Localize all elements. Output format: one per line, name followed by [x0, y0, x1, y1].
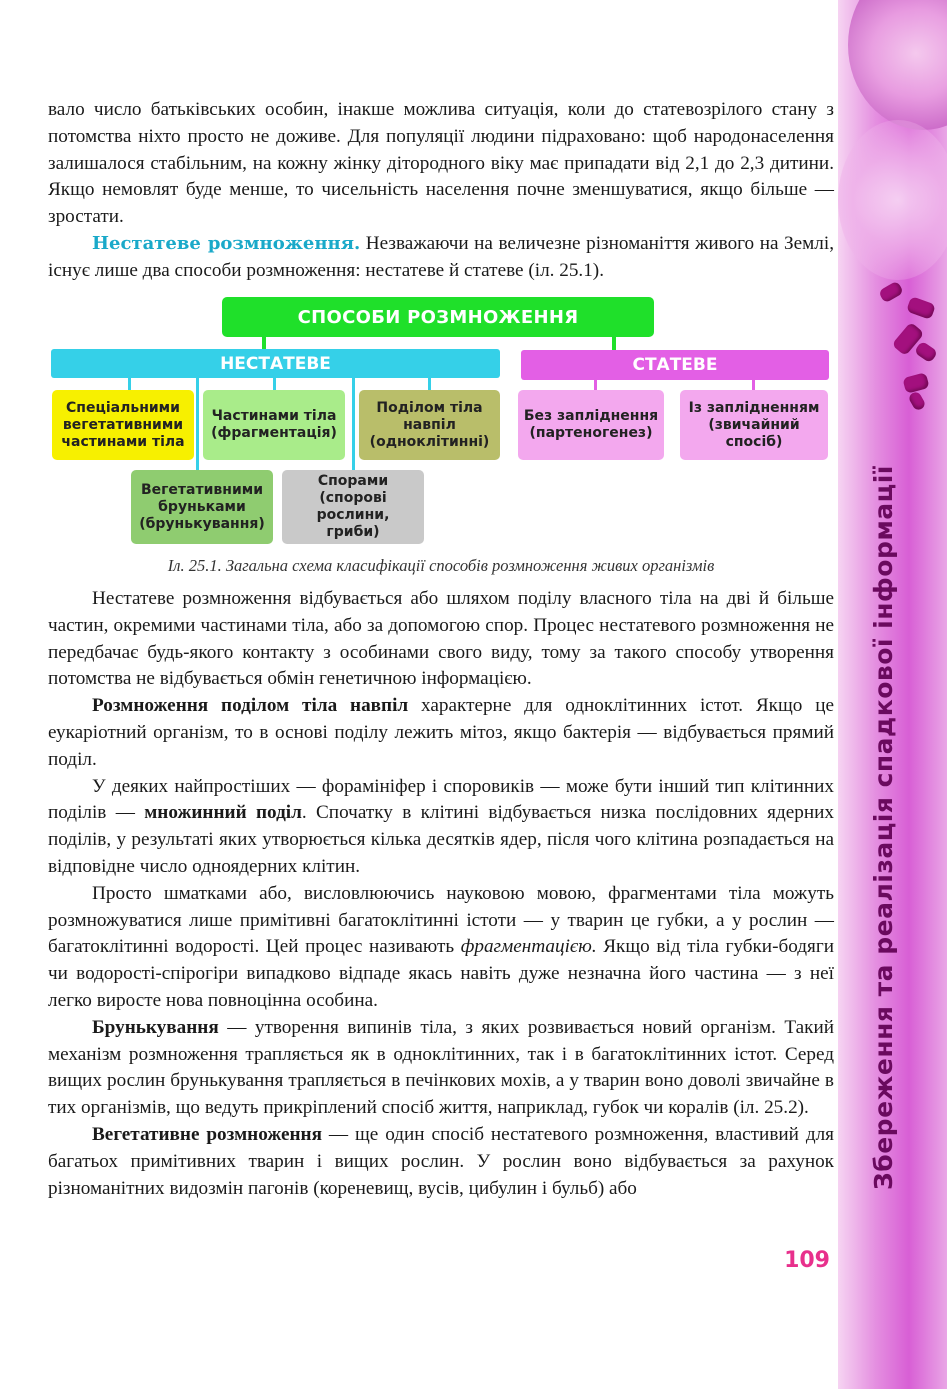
- cell-image-2: [838, 120, 947, 280]
- reproduction-diagram: [0, 0, 838, 560]
- body-text: [48, 586, 834, 1202]
- section-heading: Нестатеве розмноження.: [92, 232, 361, 254]
- leaf-fertilization: Із заплідненням (звичайний спосіб): [680, 390, 828, 460]
- leaf-binary-fission: Поділом тіла навпіл (одноклітинні): [359, 390, 500, 460]
- paragraph: У деяких найпростіших — форамініфер і споровиків — може бути інший тип клітинних поділів — множинний поділ. Спочатку в клітині відбувається низка послідовних ядерних поділів, у результаті яких утворюється кілька десятків ядер, після чого клітина розпадається на відповідне число одноядерних клітин.: [48, 775, 834, 877]
- cell-image: [848, 0, 947, 130]
- paragraph: Брунькування — утворення випинів тіла, з яких розвивається новий організм. Такий механізм розмноження трапляється як в одноклітинних, так і в багатоклітинних істот. Серед вищих рослин брунькування трапляється в печінкових мохів, а у тварин воно доволі звичайне в тих організмів, що ведуть прикріплений спосіб життя, наприклад, губок чи коралів (іл. 25.2).: [48, 1016, 834, 1119]
- chromosome-image: [907, 390, 926, 412]
- paragraph: Розмноження поділом тіла навпіл характерне для одноклітинних істот. Якщо це еукаріотний організм, то в основі поділу лежить мітоз, якщо бактерія — відбувається прямий поділ.: [48, 695, 834, 770]
- chromosome-image: [878, 280, 904, 303]
- sexual-category: СТАТЕВЕ: [521, 350, 829, 380]
- paragraph: вало число батьківських особин, інакше можлива ситуація, коли до статевозрілого стану з потомства ніхто просто не доживе. Для популяції людини підраховано: щоб народонаселення залишалося стабільним, на кожну жінку дітородного віку має припадати від 2,1 до 2,3 дитини. Якщо немовлят буде менше, то чисельність населення почне зменшуватися, якщо більше — зростати.: [48, 99, 834, 228]
- connector-line: [196, 376, 199, 472]
- chromosome-image: [914, 341, 938, 364]
- connector-line: [612, 336, 616, 350]
- sidebar-title: Збереження та реалізація спадкової інформації: [869, 465, 898, 1190]
- diagram-title: СПОСОБИ РОЗМНОЖЕННЯ: [222, 297, 654, 337]
- chromosome-image: [902, 372, 929, 394]
- connector-line: [262, 336, 266, 350]
- chromosome-image: [906, 296, 936, 320]
- connector-line: [352, 376, 355, 472]
- section-text: Незважаючи на величезне різноманіття живого на Землі, існує лише два способи розмноження: нестатеве й статеве (іл. 25.1).: [48, 232, 835, 281]
- leaf-parthenogenesis: Без запліднення (партеногенез): [518, 390, 664, 460]
- leaf-fragmentation: Частинами тіла (фрагментація): [203, 390, 345, 460]
- leaf-special-vegetative: Спеціальними вегетативними частинами тіла: [52, 390, 194, 460]
- page-number: 109: [784, 1248, 830, 1273]
- paragraph: Нестатеве розмноження відбувається або шляхом поділу власного тіла на дві й більше частин, окремими частинами тіла, або за допомогою спор. Процес нестатевого розмноження не передбачає будь-якого контакту з особинами свого виду, тому за такого способу утворення потомства не відбувається обмін генетичною інформацією.: [48, 588, 834, 690]
- figure-caption: Іл. 25.1. Загальна схема класифікації способів розмноження живих організмів: [167, 556, 715, 575]
- leaf-budding: Вегетативними бруньками (брунькування): [131, 470, 273, 544]
- asexual-category: НЕСТАТЕВЕ: [51, 349, 500, 378]
- paragraph: Просто шматками або, висловлюючись науковою мовою, фрагментами тіла можуть розмножуватися лише примітивні багатоклітинні істоти — у тварин це губки, а у рослин — багатоклітинні водорості. Цей процес називають фрагментацією. Якщо від тіла губки-бодяги чи водорості-спірогіри випадково відпаде якась навіть дуже незначна його частина — з неї легко виросте нова повноцінна особина.: [48, 882, 834, 1011]
- leaf-spores: Спорами (спорові рослини, гриби): [282, 470, 424, 544]
- paragraph: Вегетативне розмноження — ще один спосіб нестатевого розмноження, властивий для багатьох примітивних тварин і вищих рослин. У рослин воно відбувається за рахунок різноманітних видозмін пагонів (кореневищ, вусів, цибулин і бульб) або: [48, 1123, 834, 1199]
